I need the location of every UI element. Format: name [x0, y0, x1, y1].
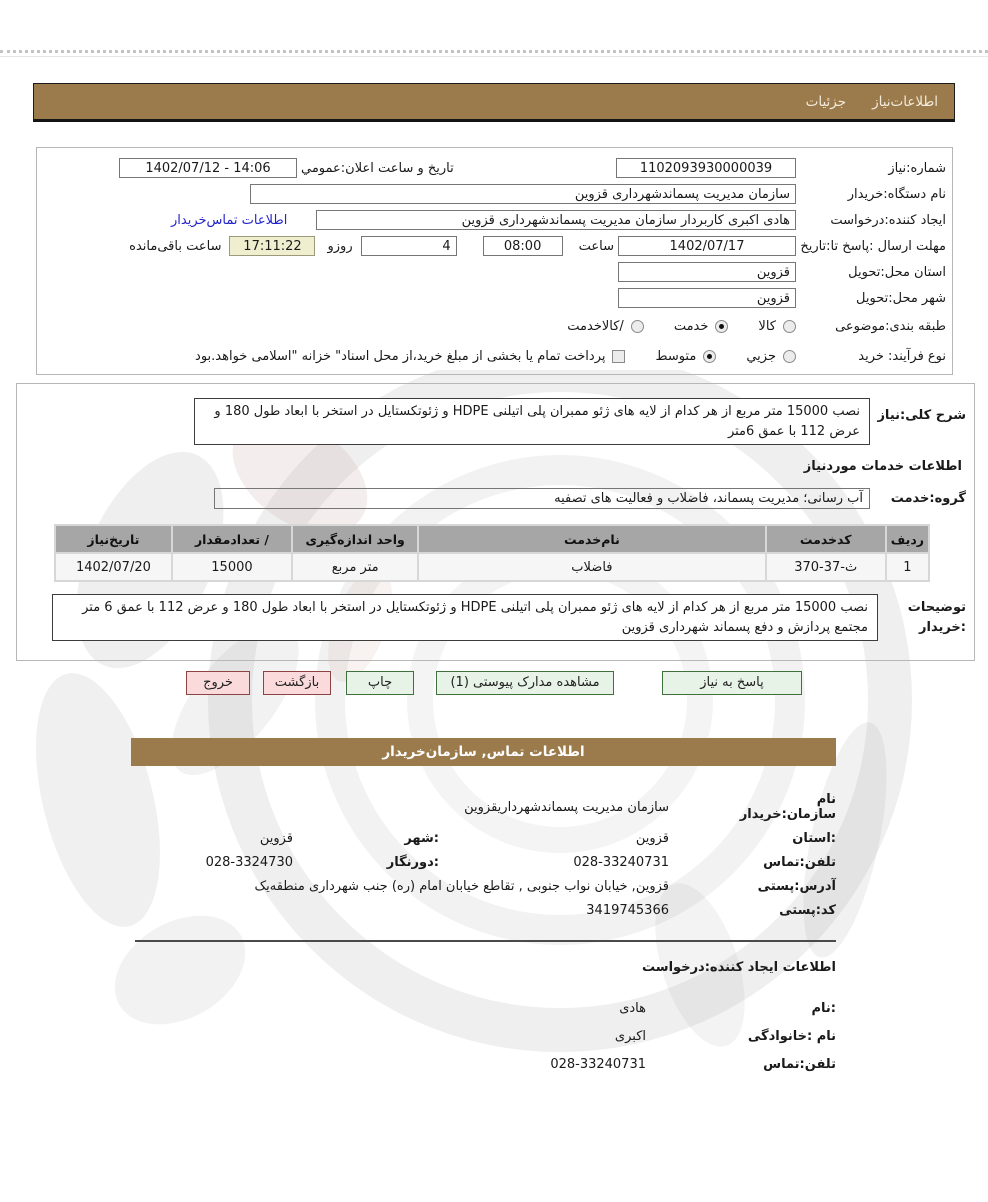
days-label: روزو — [327, 238, 353, 254]
col-header-quantity: / تعدادمقدار — [173, 526, 291, 552]
contact-city-value: قزوین — [259, 831, 293, 846]
postal-code-label: کد:پستی — [779, 903, 836, 918]
postal-address-value: قزوین, خیابان نواب جنوبی , تقاطع خیابان امام (ره) جنب شهرداری منطقه‌یک — [254, 879, 669, 894]
need-number-row — [43, 155, 946, 181]
answer-need-button[interactable]: پاسخ به نیاز — [662, 671, 802, 695]
cell-unit: متر مربع — [293, 554, 417, 580]
postal-address-label: آدرس:پستی — [757, 879, 836, 894]
contact-fax-value: 028-3324730 — [205, 855, 293, 870]
services-table — [54, 524, 930, 582]
contact-phone-label: تلفن:تماس — [763, 855, 836, 870]
deadline-hour-label: ساعت — [578, 238, 614, 254]
classification-label: طبقه بندی:موضوعی — [835, 318, 946, 334]
radio-icon[interactable] — [715, 320, 728, 333]
col-header-need-date: تاریخ‌نیاز — [56, 526, 171, 552]
creator-grid — [131, 1001, 836, 1072]
print-button[interactable]: چاپ — [346, 671, 414, 695]
action-buttons-row — [0, 670, 988, 695]
creator-phone-value: 028-33240731 — [550, 1057, 646, 1072]
buyer-remarks-label-line1: توضیحات — [907, 600, 966, 615]
contact-province-label: :استان — [792, 831, 836, 846]
delivery-city-label: شهر محل:تحویل — [856, 290, 946, 306]
request-creator-label: ایجاد کننده:درخواست — [830, 212, 946, 228]
menu-item-details[interactable]: جزئیات — [805, 93, 847, 110]
top-solid-divider — [0, 56, 988, 57]
creator-first-name-label: :نام — [811, 1001, 836, 1016]
process-option-medium-label: متوسط — [655, 348, 697, 364]
contact-phone-value: 028-33240731 — [573, 855, 669, 870]
process-option-medium — [655, 349, 716, 364]
buyer-contact-section-title: اطلاعات تماس, سازمان‌خریدار — [382, 744, 585, 760]
top-dotted-divider — [0, 50, 988, 53]
class-option-goods-service — [567, 319, 644, 334]
request-creator-row — [43, 207, 946, 233]
col-header-row-number: ردیف — [887, 526, 928, 552]
contact-grid — [131, 792, 836, 918]
class-option-service-label: خدمت — [673, 318, 709, 334]
cell-row-number: 1 — [887, 554, 928, 580]
cell-service-name: فاضلاب — [419, 554, 764, 580]
countdown-timer: 17:11:22 — [229, 236, 315, 256]
exit-button[interactable]: خروج — [186, 671, 250, 695]
org-name-value: سازمان مدیریت پسماندشهرداریقزوین — [464, 799, 669, 815]
col-header-unit: واحد اندازه‌گیری — [293, 526, 417, 552]
buyer-remarks-field[interactable]: نصب 15000 متر مربع از هر کدام از لایه های ژئو ممبران پلی اتیلنی HDPE و ژئوتکستایل در استخر با ابعاد طول 180 و عرض 112 با عمق 6 متر مجتمع پردازش و دفع پسماند شهرداری قزوین — [52, 594, 878, 641]
need-description-label: شرح کلی:نیاز — [877, 408, 966, 423]
class-option-goods-service-label: /کالاخدمت — [567, 318, 624, 334]
treasury-payment-option — [195, 349, 625, 364]
contact-fax-label: :دورنگار — [386, 855, 439, 870]
buyer-contact-link[interactable]: اطلاعات تماس‌خریدار — [171, 212, 288, 228]
top-menubar — [33, 83, 955, 122]
buyer-name-field[interactable]: سازمان مدیریت پسماندشهرداری قزوین — [250, 184, 796, 204]
class-option-service — [674, 319, 729, 334]
services-table-header-row — [56, 526, 928, 552]
postal-code-value: 3419745366 — [586, 903, 669, 918]
section-divider — [135, 940, 836, 942]
back-button[interactable]: بازگشت — [263, 671, 331, 695]
deadline-row — [43, 233, 946, 259]
need-summary-panel — [36, 147, 953, 375]
buyer-remarks-label — [878, 594, 966, 637]
creator-last-name-value: اکبری — [614, 1029, 646, 1044]
announce-field[interactable]: 14:06 - 1402/07/12 — [119, 158, 297, 178]
deadline-date-field[interactable]: 1402/07/17 — [618, 236, 796, 256]
contact-info-block — [131, 780, 836, 1072]
need-description-row — [25, 398, 966, 445]
services-heading: اطلاعات خدمات موردنیاز — [803, 459, 962, 474]
radio-icon[interactable] — [783, 320, 796, 333]
creator-last-name-label: نام :خانوادگی — [747, 1029, 836, 1044]
service-group-row — [25, 486, 966, 510]
delivery-province-row — [43, 259, 946, 285]
deadline-time-field[interactable]: 08:00 — [483, 236, 563, 256]
creator-first-name-value: هادی — [619, 1001, 646, 1016]
contact-province-value: قزوین — [635, 831, 669, 846]
announce-label: تاریخ و ساعت اعلان:عمومي — [301, 160, 454, 176]
need-number-field[interactable]: 1102093930000039 — [616, 158, 796, 178]
radio-icon[interactable] — [631, 320, 644, 333]
service-group-field[interactable]: آب رسانی؛ مدیریت پسماند، فاضلاب و فعالیت های تصفیه — [214, 488, 870, 509]
class-option-goods — [758, 319, 796, 334]
delivery-province-label: استان محل:تحویل — [848, 264, 946, 280]
cell-quantity: 15000 — [173, 554, 291, 580]
buyer-name-label: نام دستگاه:خریدار — [847, 186, 946, 202]
org-name-label: نام سازمان:خریدار — [739, 792, 836, 822]
col-header-service-name: نام‌خدمت — [419, 526, 764, 552]
need-number-label: شماره:نیاز — [888, 160, 946, 176]
process-option-minor-label: جزیي — [746, 348, 776, 364]
need-description-field[interactable]: نصب 15000 متر مربع از هر کدام از لایه های ژئو ممبران پلی اتیلنی HDPE و ژئوتکستایل در استخر با ابعاد طول 180 و عرض 112 با عمق 6متر — [194, 398, 870, 445]
cell-need-date: 1402/07/20 — [56, 554, 171, 580]
class-option-goods-label: کالا — [758, 318, 776, 334]
buyer-name-row — [43, 181, 946, 207]
classification-row — [43, 311, 946, 341]
process-type-label: نوع فرآیند: خرید — [858, 348, 946, 364]
service-group-label: گروه:خدمت — [890, 490, 966, 506]
buyer-remarks-label-line2: :خریدار — [919, 619, 966, 635]
delivery-city-row — [43, 285, 946, 311]
need-detail-panel — [16, 383, 975, 661]
col-header-service-code: کدخدمت — [767, 526, 885, 552]
days-remaining-field[interactable]: 4 — [361, 236, 457, 256]
treasury-payment-label: پرداخت تمام یا بخشی از مبلغ خرید،از محل اسناد" خزانه "اسلامی خواهد.بود — [195, 348, 606, 364]
request-creator-field[interactable]: هادی اکبری کاربردار سازمان مدیریت پسماندشهرداری قزوین — [316, 210, 796, 230]
delivery-city-field[interactable]: قزوین — [618, 288, 796, 308]
cell-service-code: ث-37-370 — [767, 554, 885, 580]
checkbox-icon[interactable] — [612, 350, 625, 363]
buyer-remarks-row — [25, 594, 966, 641]
countdown-label: ساعت باقی‌مانده — [129, 238, 222, 254]
request-creator-heading: اطلاعات ایجاد کننده:درخواست — [642, 960, 836, 975]
view-attachments-button[interactable]: مشاهده مدارک پیوستی (1) — [436, 671, 614, 695]
menu-item-need-info[interactable]: اطلاعات‌نیاز — [872, 93, 938, 110]
radio-icon[interactable] — [703, 350, 716, 363]
creator-phone-label: تلفن:تماس — [763, 1057, 836, 1072]
buyer-contact-section-bar — [131, 738, 836, 766]
process-type-row — [43, 341, 946, 371]
table-row — [56, 554, 928, 580]
process-option-minor — [746, 349, 796, 364]
deadline-label: مهلت ارسال :پاسخ تا:تاریخ — [800, 238, 946, 254]
contact-city-label: :شهر — [404, 831, 439, 846]
radio-icon[interactable] — [783, 350, 796, 363]
delivery-province-field[interactable]: قزوین — [618, 262, 796, 282]
